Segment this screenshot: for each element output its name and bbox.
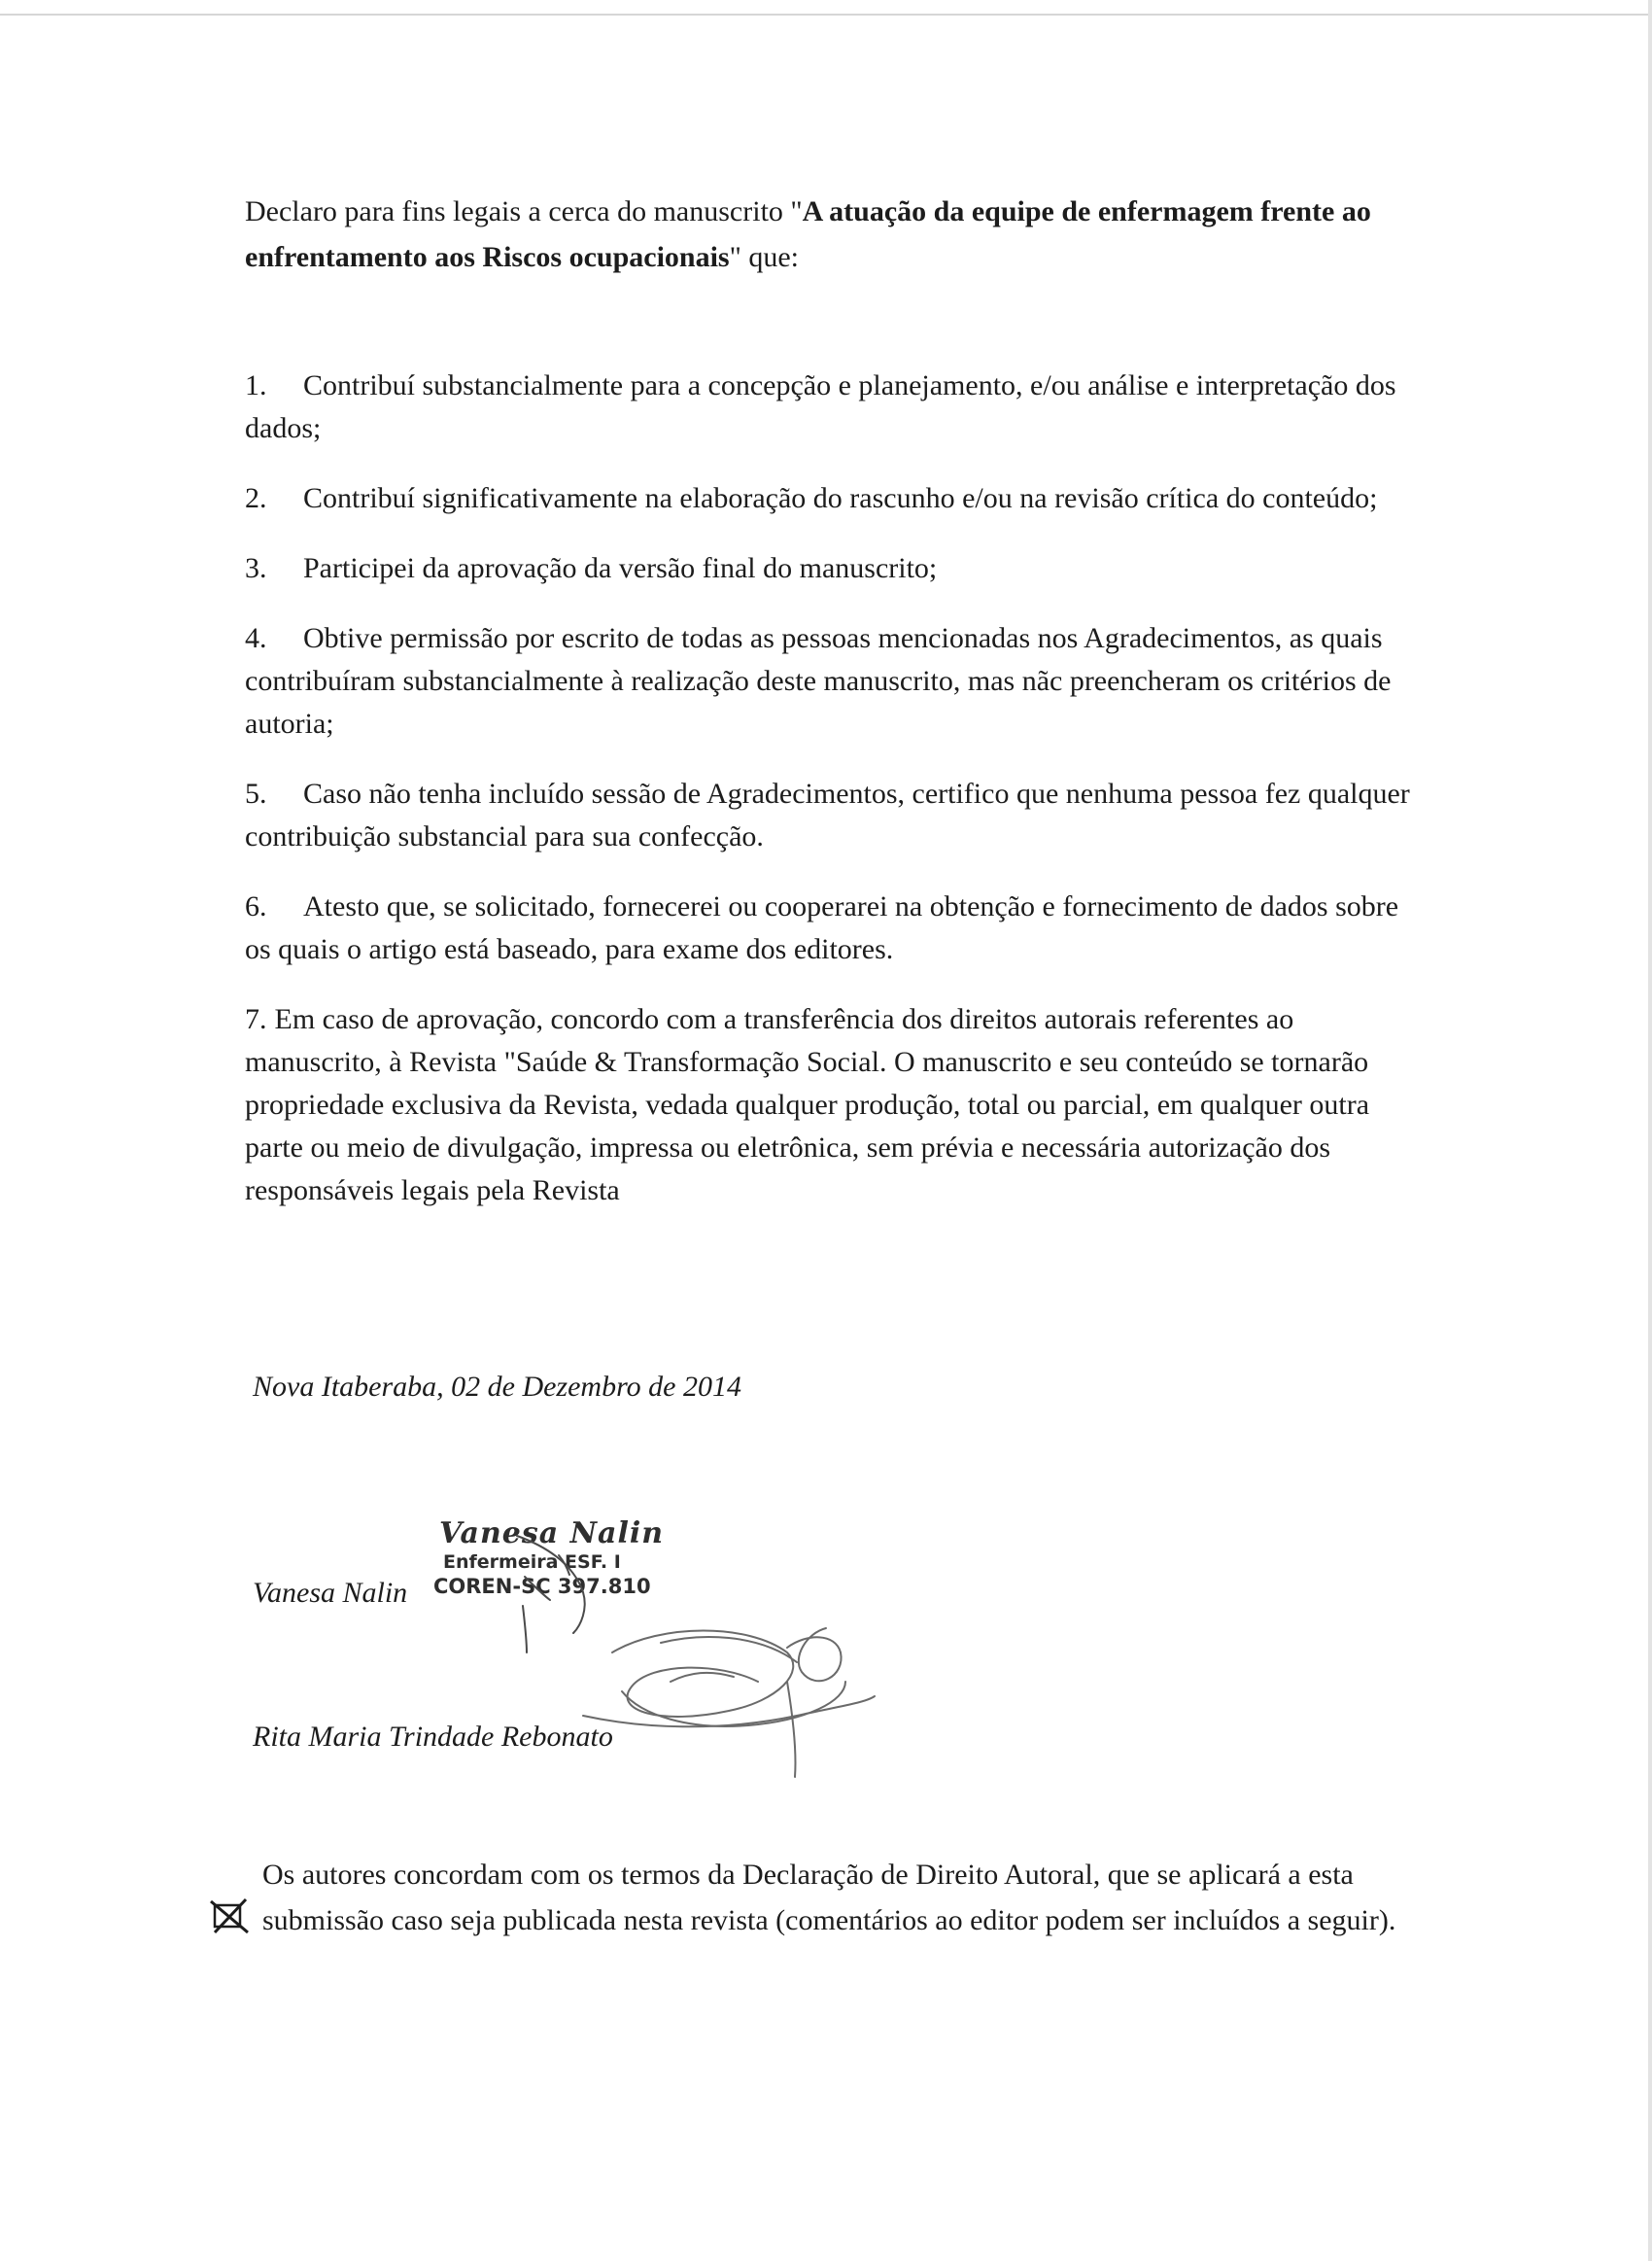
manuscript-title: A atuação da equipe de enfermagem frente ao enfrentamento aos Riscos ocupacionais xyxy=(245,195,1371,273)
stamp-role: Enfermeira ESF. I xyxy=(443,1551,621,1573)
item-text: Em caso de aprovação, concordo com a transferência dos direitos autorais referentes ao manuscrito, à Revista "Saúde & Transformação Social. O manuscrito e seu conteúdo se tornarão propriedade exclusiva da Revista, vedada qualquer produção, total ou parcial, em qualquer outra parte ou meio de divulgação, impressa ou eletrônica, sem prévia e necessária autorização dos responsáveis legais pela Revista xyxy=(245,1003,1370,1206)
item-number: 6. xyxy=(245,890,267,922)
signatory-name: Vanesa Nalin xyxy=(253,1577,408,1609)
item-number: 1. xyxy=(245,369,267,401)
declaration-item xyxy=(245,617,1411,746)
declaration-list xyxy=(245,365,1411,1239)
stamp-registration: COREN-SC 397.810 xyxy=(433,1575,651,1598)
stamp-name: Vanesa Nalin xyxy=(439,1516,665,1550)
item-text: Contribuí substancialmente para a concepção e planejamento, e/ou análise e interpretação dos dados; xyxy=(245,369,1396,444)
item-text: Obtive permissão por escrito de todas as pessoas mencionadas nos Agradecimentos, as quais contribuíram substancialmente à realização deste manuscrito, mas nãc preencheram os critérios de autoria; xyxy=(245,622,1392,740)
consent-statement: Os autores concordam com os termos da Declaração de Direito Autoral, que se aplicará a esta submissão caso seja publicada nesta revista (comentários ao editor podem ser incluídos a seguir). xyxy=(262,1859,1396,1936)
item-number: 7. xyxy=(245,1003,267,1035)
declaration-item xyxy=(245,773,1411,858)
item-number: 3. xyxy=(245,552,267,584)
declaration-item xyxy=(245,477,1411,520)
declaration-item xyxy=(245,547,1411,590)
intro-prefix: Declaro para fins legais a cerca do manuscrito " xyxy=(245,195,803,227)
item-number: 5. xyxy=(245,778,267,810)
item-text: Caso não tenha incluído sessão de Agradecimentos, certifico que nenhuma pessoa fez qualquer contribuição substancial para sua confecção. xyxy=(245,778,1410,852)
handwritten-signatures xyxy=(466,1516,913,1827)
declaration-item xyxy=(245,998,1411,1212)
consent-checkbox[interactable] xyxy=(209,1897,252,1936)
place-date: Nova Itaberaba, 02 de Dezembro de 2014 xyxy=(253,1371,741,1403)
item-text: Atesto que, se solicitado, fornecerei ou cooperarei na obtenção e fornecimento de dados sobre os quais o artigo está baseado, para exame dos editores. xyxy=(245,890,1399,965)
item-text: Participei da aprovação da versão final do manuscrito; xyxy=(303,552,938,584)
declaration-item xyxy=(245,365,1411,450)
intro-paragraph xyxy=(245,189,1411,280)
signatory-name: Rita Maria Trindade Rebonato xyxy=(253,1721,613,1753)
item-number: 2. xyxy=(245,482,267,514)
intro-suffix: " que: xyxy=(729,241,800,273)
declaration-item xyxy=(245,886,1411,971)
item-number: 4. xyxy=(245,622,267,654)
item-text: Contribuí significativamente na elaboração do rascunho e/ou na revisão crítica do conteúdo; xyxy=(303,482,1378,514)
